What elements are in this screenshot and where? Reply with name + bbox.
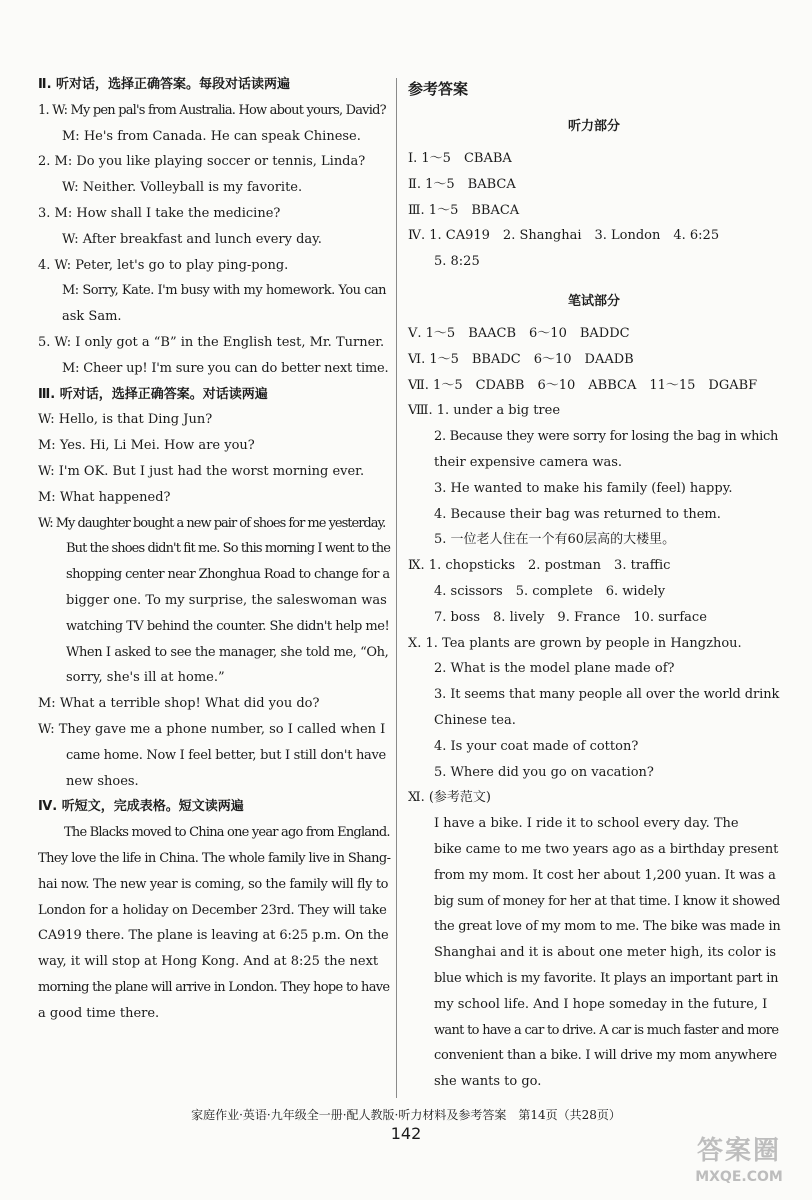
section-2-title: Ⅱ. 听对话，选择正确答案。每段对话读两遍 <box>38 77 291 92</box>
dialogue-line: W: My daughter bought a new pair of shoes for me yesterday. <box>38 515 386 531</box>
column-divider <box>396 78 397 1098</box>
dialogue-line: watching TV behind the counter. She didn't help me! <box>66 618 390 634</box>
answer-line: Ⅱ. 1～5 BABCA <box>408 176 516 192</box>
essay-line: she wants to go. <box>434 1074 542 1090</box>
dialogue-line: M: What a terrible shop! What did you do? <box>38 696 320 712</box>
answer-line: Ⅰ. 1～5 CBABA <box>408 151 512 166</box>
answer-line: Ⅷ. 1. under a big tree <box>408 403 561 419</box>
section-3-title: Ⅲ. 听对话，选择正确答案。对话读两遍 <box>38 386 268 402</box>
passage-line: way, it will stop at Hong Kong. And at 8:25 the next <box>38 954 379 970</box>
answer-line: Ⅶ. 1～5 CDABB 6～10 ABBCA 11～15 DGABF <box>408 377 758 393</box>
answer-line: Ⅺ. (参考范文) <box>408 790 492 806</box>
footer-caption: 家庭作业·英语·九年级全一册·配人教版·听力材料及参考答案 第14页（共28页） <box>191 1108 621 1122</box>
passage-line: The Blacks moved to China one year ago from England. <box>64 825 390 841</box>
answer-line: 3. It seems that many people all over the world drink <box>434 687 780 703</box>
page-number: 142 <box>390 1124 422 1143</box>
dialogue-line: M: He's from Canada. He can speak Chinese. <box>62 128 361 144</box>
answer-line: 2. Because they were sorry for losing the bag in which <box>434 429 779 445</box>
dialogue-line: sorry, she's ill at home.” <box>66 670 225 686</box>
dialogue-line: But the shoes didn't fit me. So this morning I went to the <box>66 541 391 557</box>
answer-line: 5. Where did you go on vacation? <box>434 764 654 780</box>
essay-line: convenient than a bike. I will drive my mom anywhere <box>434 1048 777 1064</box>
answer-line: 4. Because their bag was returned to them. <box>434 506 721 522</box>
answer-line: Ⅴ. 1～5 BAACB 6～10 BADDC <box>408 325 630 341</box>
dialogue-line: 5. W: I only got a “B” in the English test, Mr. Turner. <box>38 334 385 350</box>
answer-line: 4. Is your coat made of cotton? <box>434 738 639 754</box>
answer-line: 7. boss 8. lively 9. France 10. surface <box>434 609 707 625</box>
dialogue-line: When I asked to see the manager, she told me, “Oh, <box>66 644 389 660</box>
listening-heading: 听力部分 <box>567 119 620 134</box>
answer-line: their expensive camera was. <box>434 454 623 470</box>
answer-line: Ⅹ. 1. Tea plants are grown by people in Hangzhou. <box>408 635 742 651</box>
answer-line: Ⅳ. 1. CA919 2. Shanghai 3. London 4. 6:25 <box>408 228 720 244</box>
dialogue-line: M: What happened? <box>38 489 171 505</box>
dialogue-line: came home. Now I feel better, but I still don't have <box>66 747 386 763</box>
essay-line: want to have a car to drive. A car is much faster and more <box>434 1022 779 1038</box>
answer-line: Chinese tea. <box>434 712 516 728</box>
dialogue-line: M: Sorry, Kate. I'm busy with my homework. You can <box>62 283 387 299</box>
answer-line: 2. What is the model plane made of? <box>434 661 675 677</box>
answer-line: 3. He wanted to make his family (feel) happy. <box>434 480 733 496</box>
watermark-url: MXQE.COM <box>695 1169 783 1185</box>
dialogue-line: 1. W: My pen pal's from Australia. How about yours, David? <box>38 102 386 118</box>
writing-heading: 笔试部分 <box>567 293 620 309</box>
dialogue-line: ask Sam. <box>62 309 122 325</box>
watermark-logo <box>680 1134 798 1192</box>
passage-line: London for a holiday on December 23rd. They will take <box>38 902 387 918</box>
passage-line: morning the plane will arrive in London. They hope to have <box>38 979 390 995</box>
dialogue-line: W: Neither. Volleyball is my favorite. <box>62 180 303 196</box>
dialogue-line: new shoes. <box>66 773 139 789</box>
dialogue-line: bigger one. To my surprise, the saleswoman was <box>66 592 387 608</box>
essay-line: bike came to me two years ago as a birthday present <box>434 841 779 857</box>
passage-line: a good time there. <box>38 1005 160 1021</box>
right-column <box>408 72 780 1095</box>
answer-line: 5. 8:25 <box>434 254 480 270</box>
passage-line: CA919 there. The plane is leaving at 6:25 p.m. On the <box>38 928 389 944</box>
watermark-logo-text: 答案圈 <box>696 1136 781 1166</box>
essay-line: my school life. And I hope someday in the future, I <box>434 996 768 1012</box>
dialogue-line: W: After breakfast and lunch every day. <box>62 231 322 247</box>
answers-title: 参考答案 <box>408 80 469 98</box>
passage-line: They love the life in China. The whole family live in Shang- <box>38 850 391 866</box>
dialogue-line: W: Hello, is that Ding Jun? <box>38 412 213 428</box>
dialogue-line: 2. M: Do you like playing soccer or tennis, Linda? <box>38 154 366 170</box>
dialogue-line: M: Cheer up! I'm sure you can do better next time. <box>62 360 389 376</box>
passage-line: hai now. The new year is coming, so the family will fly to <box>38 876 389 892</box>
essay-line: Shanghai and it is about one meter high, its color is <box>434 945 777 961</box>
essay-line: big sum of money for her at that time. I know it showed <box>434 893 780 909</box>
answer-line: Ⅵ. 1～5 BBADC 6～10 DAADB <box>408 351 634 367</box>
dialogue-line: 3. M: How shall I take the medicine? <box>38 205 281 221</box>
essay-line: blue which is my favorite. It plays an important part in <box>434 970 779 986</box>
dialogue-line: W: They gave me a phone number, so I called when I <box>38 721 386 737</box>
dialogue-line: 4. W: Peter, let's go to play ping-pong. <box>38 257 289 273</box>
dialogue-line: W: I'm OK. But I just had the worst morning ever. <box>38 463 365 479</box>
left-column <box>38 72 390 1026</box>
dialogue-line: shopping center near Zhonghua Road to change for a <box>66 567 390 583</box>
section-4-title: Ⅳ. 听短文，完成表格。短文读两遍 <box>38 799 244 815</box>
essay-line: the great love of my mom to me. The bike was made in <box>434 919 781 935</box>
answer-line: 4. scissors 5. complete 6. widely <box>434 583 666 599</box>
answer-line: Ⅸ. 1. chopsticks 2. postman 3. traffic <box>408 558 671 574</box>
answer-line: Ⅲ. 1～5 BBACA <box>408 202 520 218</box>
essay-line: I have a bike. I ride it to school every day. The <box>434 816 739 832</box>
dialogue-line: M: Yes. Hi, Li Mei. How are you? <box>38 438 255 454</box>
essay-line: from my mom. It cost her about 1,200 yuan. It was a <box>434 867 776 883</box>
answer-line: 5. 一位老人住在一个有60层高的大楼里。 <box>434 532 676 548</box>
